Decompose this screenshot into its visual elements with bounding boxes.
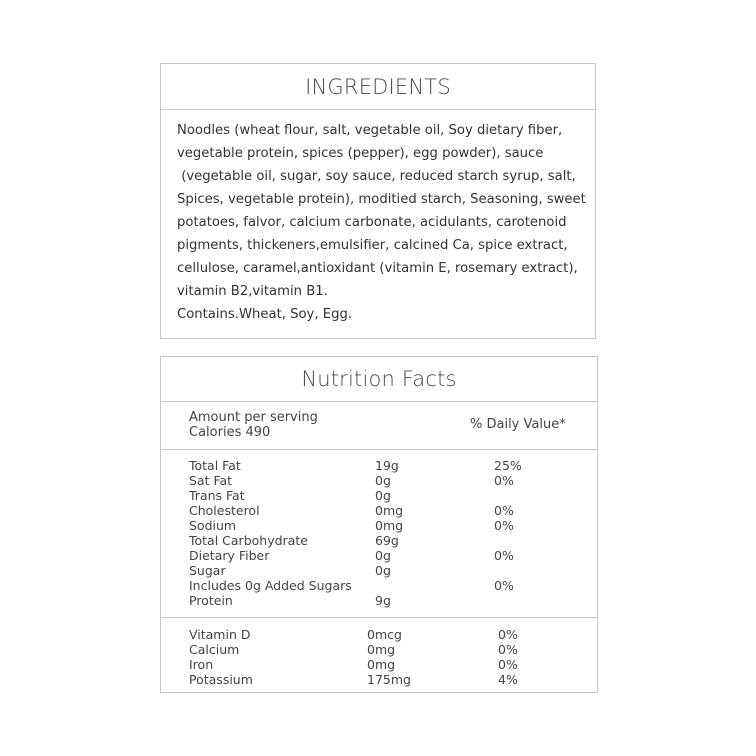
ingredients-panel [160,63,596,339]
nutrient-name: Total Fat [189,458,241,473]
ingredients-line: potatoes, falvor, calcium carbonate, acidulants, carotenoid [177,215,567,230]
ingredients-line: Spices, vegetable protein), moditied starch, Seasoning, sweet [177,192,586,207]
nutrient-name: Includes 0g Added Sugars [189,578,352,593]
nutrient-name: Sat Fat [189,473,233,488]
nutrient-daily-value: 0% [494,548,514,563]
nutrient-row [161,563,597,578]
nutrient-amount: 0mg [375,518,404,533]
nutrient-name: Trans Fat [189,488,245,503]
vitamin-amount: 0mcg [367,627,402,642]
nutrient-name: Protein [189,593,233,608]
nutrient-amount: 0g [375,473,391,488]
vitamin-name: Potassium [189,672,253,687]
nutrient-amount: 69g [375,533,399,548]
vitamin-amount: 0mg [367,642,396,657]
ingredients-title: INGREDIENTS [161,64,595,110]
nutrient-row [161,518,597,533]
nutrient-row [161,533,597,548]
nutrient-name: Cholesterol [189,503,260,518]
nutrient-daily-value: 25% [494,458,522,473]
ingredients-line: (vegetable oil, sugar, soy sauce, reduced starch syrup, salt, [177,169,576,184]
vitamin-daily-value: 4% [498,672,518,687]
ingredients-line: vegetable protein, spices (pepper), egg powder), sauce [177,146,544,161]
ingredients-line: pigments, thickeners,emulsifier, calcined Ca, spice extract, [177,238,568,253]
nutrient-amount: 0g [375,488,391,503]
nutrient-daily-value: 0% [494,473,514,488]
serving-header [161,402,597,450]
nutrient-amount: 19g [375,458,399,473]
calories-label: Calories 490 [189,425,271,440]
vitamin-row [161,627,597,642]
nutrient-row [161,473,597,488]
vitamin-name: Calcium [189,642,240,657]
vitamin-mineral-table [161,618,597,688]
nutrient-daily-value: 0% [494,518,514,533]
nutrient-table [161,450,597,618]
vitamin-amount: 175mg [367,672,411,687]
vitamin-row [161,657,597,672]
vitamin-name: Vitamin D [189,627,251,642]
vitamin-row [161,642,597,657]
nutrient-name: Sugar [189,563,226,578]
nutrient-row [161,548,597,563]
nutrient-amount: 0mg [375,503,404,518]
vitamin-daily-value: 0% [498,642,518,657]
nutrient-name: Sodium [189,518,237,533]
ingredients-line: Noodles (wheat flour, salt, vegetable oil, Soy dietary fiber, [177,123,563,138]
daily-value-header: % Daily Value* [470,417,566,432]
nutrient-row [161,488,597,503]
ingredients-line: cellulose, caramel,antioxidant (vitamin E, rosemary extract), [177,261,578,276]
nutrient-row [161,458,597,473]
vitamin-name: Iron [189,657,214,672]
nutrient-name: Total Carbohydrate [189,533,308,548]
amount-per-serving-label: Amount per serving [189,410,318,425]
vitamin-amount: 0mg [367,657,396,672]
ingredients-text [161,110,595,326]
nutrient-daily-value: 0% [494,503,514,518]
vitamin-row [161,672,597,687]
nutrient-amount: 0g [375,548,391,563]
nutrient-amount: 0g [375,563,391,578]
ingredients-line: vitamin B2,vitamin B1. [177,284,328,299]
vitamin-daily-value: 0% [498,657,518,672]
nutrition-facts-panel [160,356,598,693]
nutrient-daily-value: 0% [494,578,514,593]
nutrient-row [161,593,597,608]
allergen-statement: Contains.Wheat, Soy, Egg. [177,307,353,322]
nutrient-name: Dietary Fiber [189,548,270,563]
nutrient-row [161,503,597,518]
nutrient-row [161,578,597,593]
nutrition-facts-title: Nutrition Facts [161,357,597,402]
nutrient-amount: 9g [375,593,391,608]
vitamin-daily-value: 0% [498,627,518,642]
